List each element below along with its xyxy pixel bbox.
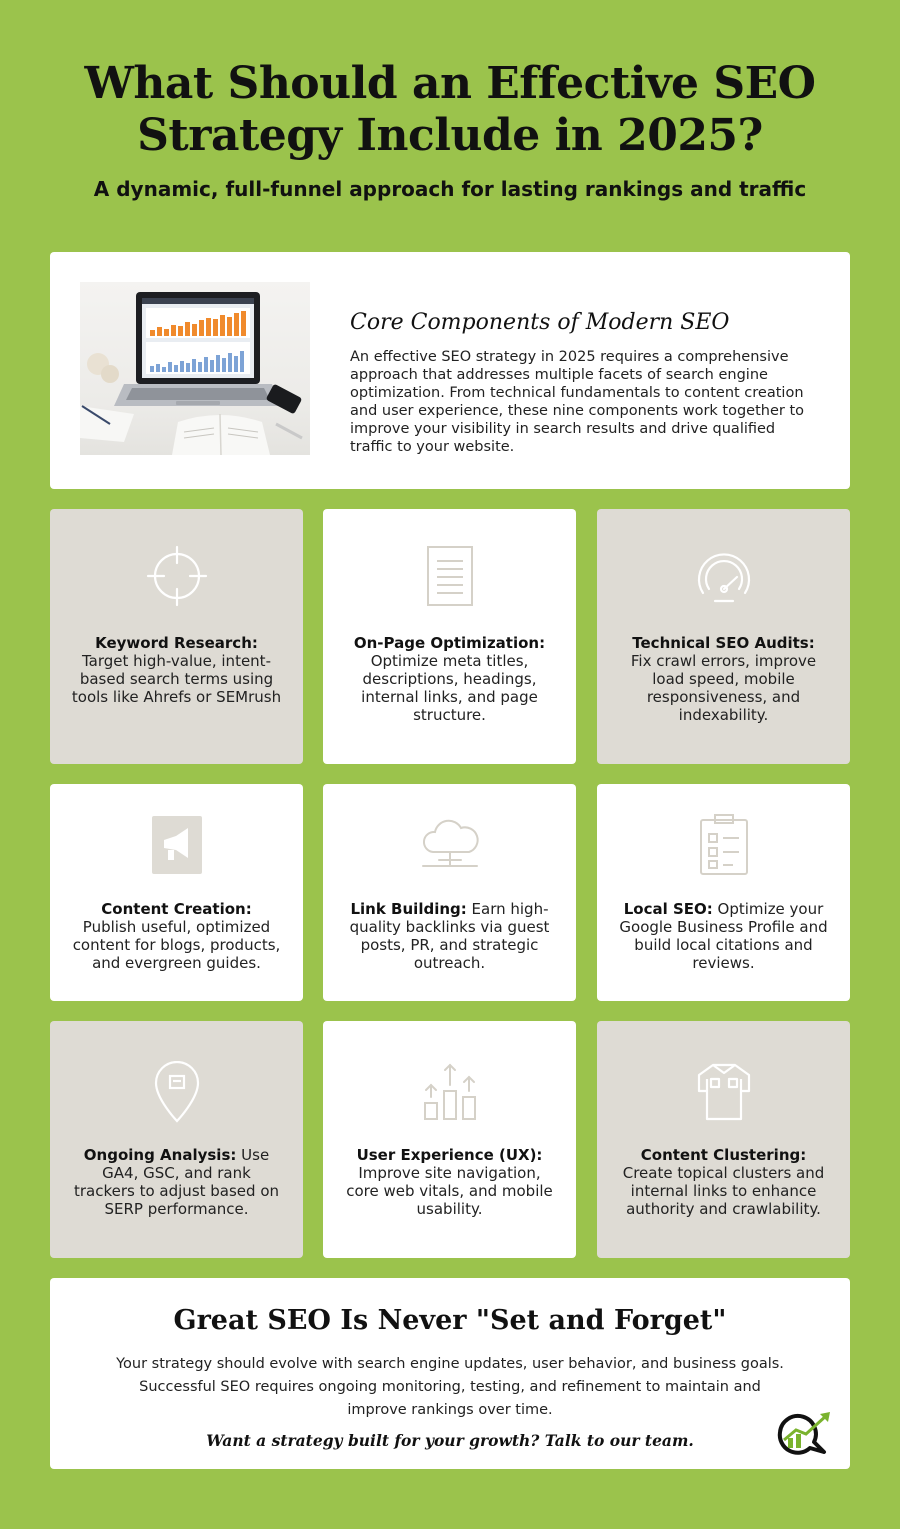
card-title: Local SEO: xyxy=(623,900,713,918)
document-icon xyxy=(419,545,481,607)
card-description: Fix crawl errors, improve load speed, mobile responsiveness, and indexability. xyxy=(630,652,817,724)
shirt-icon xyxy=(693,1061,755,1123)
card-title: Content Creation: xyxy=(101,900,252,918)
cta-heading: Great SEO Is Never "Set and Forget" xyxy=(173,1305,727,1336)
card-text xyxy=(343,634,556,724)
card-text xyxy=(343,900,556,972)
page-title: What Should an Effective SEO Strategy Include in 2025? xyxy=(84,58,816,161)
card-ongoing-analysis xyxy=(50,1021,303,1258)
card-description: Create topical clusters and internal links to enhance authority and crawlability. xyxy=(622,1164,825,1218)
card-text xyxy=(70,1146,283,1218)
card-text xyxy=(617,900,830,972)
card-text xyxy=(617,1146,830,1218)
clipboard-checklist-icon xyxy=(693,814,755,876)
location-pin-icon xyxy=(146,1061,208,1123)
card-text xyxy=(70,900,283,972)
card-content-clustering xyxy=(597,1021,850,1258)
cta-link-text[interactable]: Want a strategy built for your growth? Talk to our team. xyxy=(206,1431,694,1450)
cta-panel xyxy=(50,1278,850,1469)
card-on-page-optimization xyxy=(323,509,576,764)
card-technical-seo-audits xyxy=(597,509,850,764)
card-title: Keyword Research: xyxy=(95,634,258,652)
megaphone-icon xyxy=(146,814,208,876)
card-keyword-research xyxy=(50,509,303,764)
card-user-experience xyxy=(323,1021,576,1258)
card-description: Use GA4, GSC, and rank trackers to adjust based on SERP performance. xyxy=(73,1146,280,1218)
card-description: Optimize meta titles, descriptions, headings, internal links, and page structure. xyxy=(361,652,538,724)
page-subtitle: A dynamic, full-funnel approach for lasting rankings and traffic xyxy=(93,177,807,201)
card-link-building xyxy=(323,784,576,1001)
core-components-panel xyxy=(50,252,850,489)
card-description: Publish useful, optimized content for blogs, products, and evergreen guides. xyxy=(72,918,281,972)
card-title: Technical SEO Audits: xyxy=(632,634,815,652)
crosshair-icon xyxy=(146,545,208,607)
card-text xyxy=(617,634,830,724)
speedometer-icon xyxy=(693,545,755,607)
card-description: Improve site navigation, core web vitals, and mobile usability. xyxy=(346,1164,553,1218)
core-components-body: An effective SEO strategy in 2025 requires a comprehensive approach that addresses multiple facets of search engine optimization. From technical fundamentals to content creation and user experience, these nine components work together to improve your visibility in search results and drive qualified traffic to your website. xyxy=(350,349,805,455)
card-title: Content Clustering: xyxy=(640,1146,807,1164)
card-title: On-Page Optimization: xyxy=(353,634,546,652)
cta-body: Your strategy should evolve with search engine updates, user behavior, and business goals. Successful SEO requires ongoing monitoring, testing, and refinement to maintain and improve rankings over time. xyxy=(116,1356,784,1418)
card-text xyxy=(343,1146,556,1218)
core-components-heading: Core Components of Modern SEO xyxy=(350,310,730,335)
card-description: Optimize your Google Business Profile and build local citations and reviews. xyxy=(619,900,828,972)
card-title: Link Building: xyxy=(350,900,467,918)
card-local-seo xyxy=(597,784,850,1001)
card-title: User Experience (UX): xyxy=(356,1146,543,1164)
card-content-creation xyxy=(50,784,303,1001)
laptop-analytics-photo xyxy=(80,282,310,455)
growth-bars-icon xyxy=(419,1061,481,1123)
company-logo xyxy=(774,1410,836,1456)
cloud-network-icon xyxy=(419,814,481,876)
card-text xyxy=(70,634,283,706)
card-title: Ongoing Analysis: xyxy=(83,1146,237,1164)
card-description: Earn high-quality backlinks via guest posts, PR, and strategic outreach. xyxy=(349,900,550,972)
card-description: Target high-value, intent-based search terms using tools like Ahrefs or SEMrush xyxy=(71,652,282,706)
